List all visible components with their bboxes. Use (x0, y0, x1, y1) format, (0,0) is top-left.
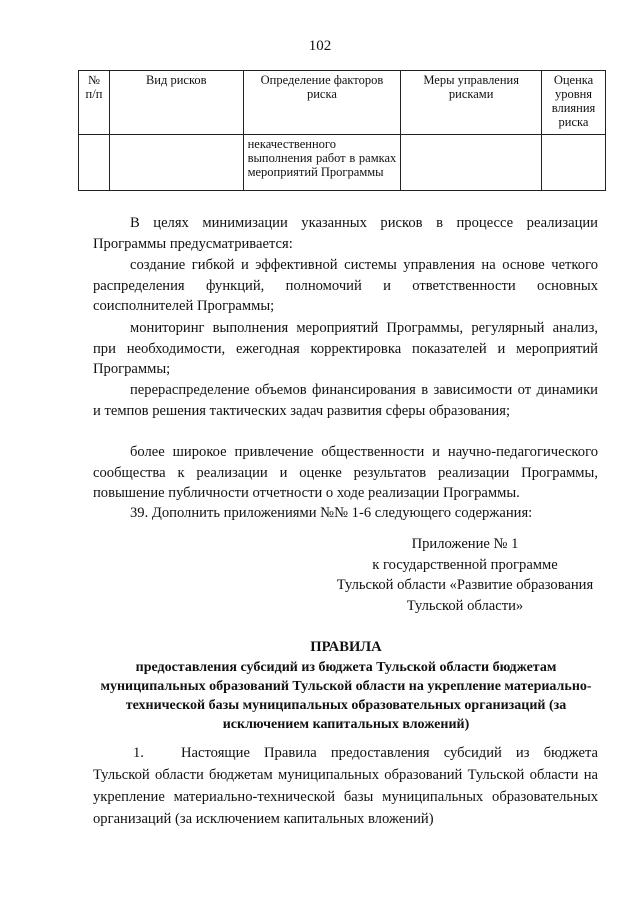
clause-text: Настоящие Правила предоставления субсидий из бюджета Тульской области бюджетам муниципальных образований Тульской области на укрепление материально-технической базы муниципальных образовательных организаций (за исключением капитальных вложений) (93, 745, 598, 827)
paragraph-monitoring: мониторинг выполнения мероприятий Программы, регулярный анализ, при необходимости, ежегодная корректировка показателей и мероприятий Программы; (93, 320, 598, 378)
clause-number: 1. (133, 745, 144, 761)
rules-title: ПРАВИЛА (310, 639, 382, 655)
appendix-line: Тульской области» (406, 597, 524, 614)
appendix-line: Тульской области «Развитие образования (336, 577, 594, 593)
cell-risk-factors: некачественного выполнения работ в рамках мероприятий Программы (243, 135, 401, 191)
cell-number (79, 135, 110, 191)
risk-table (78, 70, 606, 191)
header-number: № п/п (79, 71, 110, 135)
appendix-line: к государственной программе (372, 556, 558, 573)
header-risk-impact: Оценка уровня влияния риска (542, 71, 606, 135)
cell-risk-type (109, 135, 243, 191)
header-risk-type: Вид рисков (109, 71, 243, 135)
appendix-line: Приложение № 1 (411, 536, 519, 552)
cell-risk-impact (542, 135, 606, 191)
cell-risk-measures (401, 135, 542, 191)
table-header-row (79, 71, 606, 135)
paragraph-appendices: 39. Дополнить приложениями №№ 1-6 следующего содержания: (130, 505, 533, 521)
page-number: 102 (308, 38, 332, 54)
paragraph-redistribution: перераспределение объемов финансирования в зависимости от динамики и темпов решения тактических задач развития сферы образования; (93, 382, 598, 419)
rules-subtitle: предоставления субсидий из бюджета Тульской области бюджетам муниципальных образований Тульской области на укрепление материально-технической базы муниципальных образовательных организаций (за исключением капитальных вложений) (100, 660, 592, 732)
clause-1 (93, 742, 598, 830)
header-risk-measures: Меры управления рисками (401, 71, 542, 135)
paragraph-public-involvement: более широкое привлечение общественности и научно-педагогического сообщества к реализации и оценке результатов реализации Программы, повышение публичности отчетности о ходе реализации Программы. (93, 444, 598, 502)
table-row (79, 135, 606, 191)
header-risk-factors: Определение факторов риска (243, 71, 401, 135)
paragraph-management-system: создание гибкой и эффективной системы управления на основе четкого распределения функций, полномочий и ответственности основных соисполнителей Программы; (93, 257, 598, 315)
appendix-heading (300, 534, 630, 616)
paragraph-measures-intro: В целях минимизации указанных рисков в процессе реализации Программы предусматривается: (93, 215, 598, 252)
